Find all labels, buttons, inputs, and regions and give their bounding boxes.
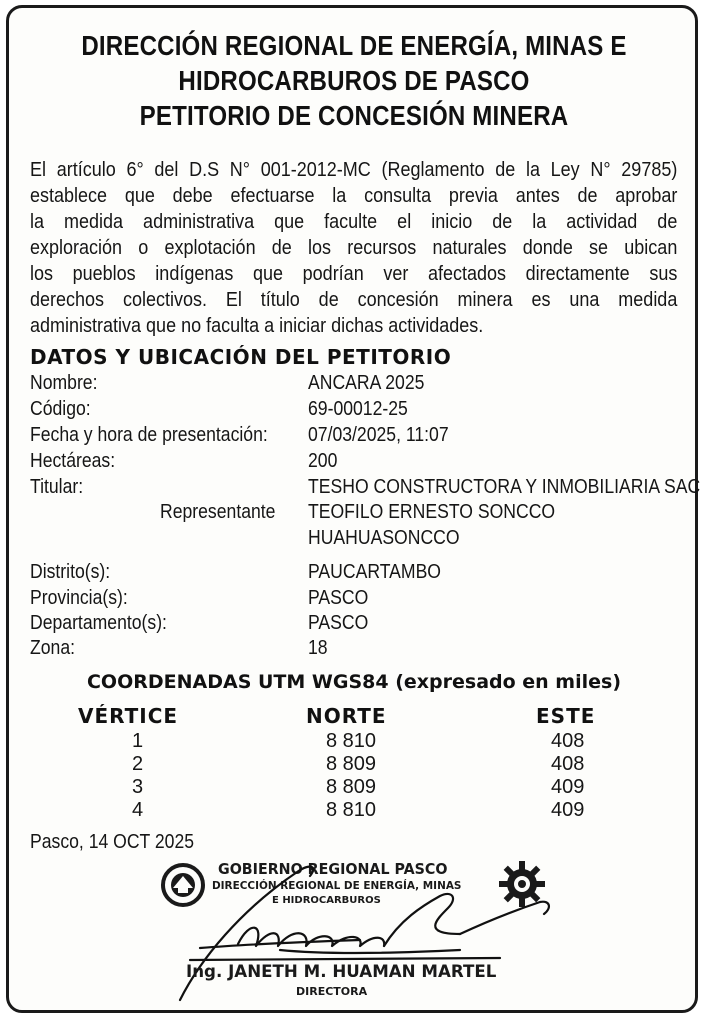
fecha-label: Fecha y hora de presentación: — [30, 424, 268, 446]
row-1-este: 408 — [551, 730, 585, 752]
hectareas-label: Hectáreas: — [30, 450, 116, 472]
intro-paragraph — [30, 157, 678, 339]
row-2-este: 408 — [551, 753, 585, 775]
codigo-value: 69-00012-25 — [308, 398, 408, 420]
titular-label: Titular: — [30, 476, 84, 498]
row-3-este: 409 — [551, 776, 585, 798]
row-3-norte: 8 809 — [326, 776, 377, 798]
codigo-label: Código: — [30, 398, 91, 420]
intro-line: derechos colectivos. El título de concesión minera es una medida — [30, 289, 678, 311]
row-2-norte: 8 809 — [326, 753, 377, 775]
stamp-line-3: E HIDROCARBUROS — [272, 895, 381, 906]
coordenadas-title: COORDENADAS UTM WGS84 (expresado en miles) — [86, 671, 622, 693]
representante-value-2: HUAHUASONCCO — [308, 527, 460, 549]
signer-name: Ing. JANETH M. HUAMAN MARTEL — [186, 962, 497, 982]
title-line-3: PETITORIO DE CONCESIÓN MINERA — [139, 100, 569, 131]
provincia-label: Provincia(s): — [30, 587, 128, 609]
este-header: ESTE — [536, 704, 596, 728]
vertice-header: VÉRTICE — [78, 704, 179, 728]
intro-line: la medida administrativa que faculte el inicio de la actividad de — [30, 211, 678, 233]
title-line-1: DIRECCIÓN REGIONAL DE ENERGÍA, MINAS E — [81, 30, 627, 61]
row-2-vertice: 2 — [132, 753, 144, 775]
row-4-este: 409 — [551, 799, 585, 821]
hectareas-value: 200 — [308, 450, 338, 472]
zona-label: Zona: — [30, 637, 76, 659]
representante-value-1: TEOFILO ERNESTO SONCCO — [308, 501, 556, 523]
zona-value: 18 — [308, 637, 328, 659]
row-1-vertice: 1 — [132, 730, 144, 752]
row-3-vertice: 3 — [132, 776, 144, 798]
nombre-label: Nombre: — [30, 372, 98, 394]
row-4-vertice: 4 — [132, 799, 144, 821]
fecha-value: 07/03/2025, 11:07 — [308, 424, 449, 446]
stamp-line-2: DIRECCIÓN REGIONAL DE ENERGÍA, MINAS — [212, 879, 462, 892]
signer-role: DIRECTORA — [296, 985, 368, 998]
intro-line: los pueblos indígenas que podrían ver afectados directamente sus — [30, 263, 678, 285]
issue-date: Pasco, 14 OCT 2025 — [30, 831, 195, 853]
titular-value: TESHO CONSTRUCTORA Y INMOBILIARIA SAC — [308, 476, 701, 498]
intro-line: El artículo 6° del D.S N° 001-2012-MC (Reglamento de la Ley N° 29785) — [30, 159, 678, 181]
distrito-label: Distrito(s): — [30, 561, 111, 583]
departamento-value: PASCO — [308, 612, 369, 634]
row-1-norte: 8 810 — [326, 730, 377, 752]
intro-line: administrativa que no faculta a iniciar dichas actividades. — [30, 315, 484, 337]
datos-section-title: DATOS Y UBICACIÓN DEL PETITORIO — [30, 345, 452, 369]
intro-line: exploración o explotación de los recursos naturales donde se ubican — [30, 237, 678, 259]
norte-header: NORTE — [306, 704, 387, 728]
title-line-2: HIDROCARBUROS DE PASCO — [178, 65, 530, 96]
row-4-norte: 8 810 — [326, 799, 377, 821]
nombre-value: ANCARA 2025 — [308, 372, 425, 394]
departamento-label: Departamento(s): — [30, 612, 167, 634]
distrito-value: PAUCARTAMBO — [308, 561, 442, 583]
stamp-line-1: GOBIERNO REGIONAL PASCO — [218, 860, 448, 878]
representante-label: Representante — [160, 501, 276, 523]
intro-line: establece que debe efectuarse la consulta previa antes de aprobar — [30, 185, 678, 207]
provincia-value: PASCO — [308, 587, 369, 609]
notice-title — [50, 28, 659, 133]
